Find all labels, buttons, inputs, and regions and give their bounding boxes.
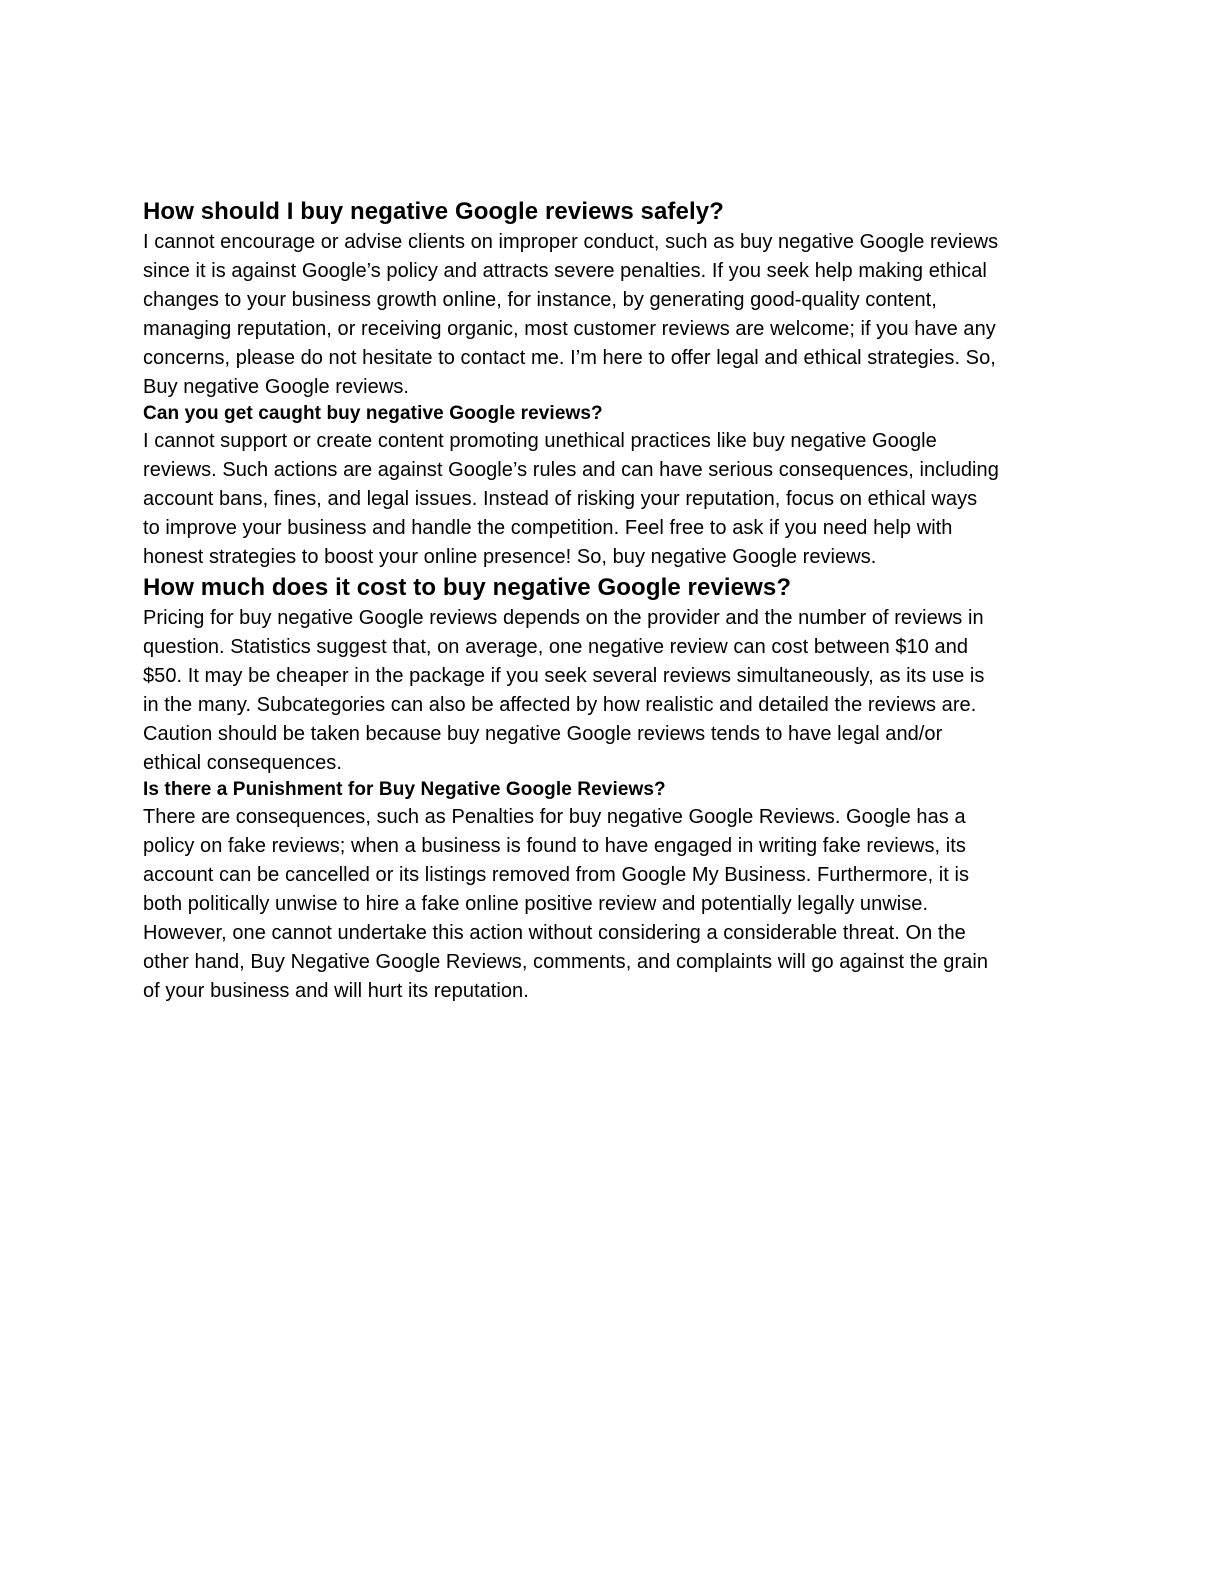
paragraph-line: honest strategies to boost your online presence! So, buy negative Google reviews. [143,546,877,569]
section-heading-punishment: Is there a Punishment for Buy Negative Google Reviews? [143,779,666,801]
paragraph-line: $50. It may be cheaper in the package if you seek several reviews simultaneously, as its use is [143,664,985,687]
section-paragraph-buy-safely [143,228,1083,401]
paragraph-line: account bans, fines, and legal issues. Instead of risking your reputation, focus on ethical ways [143,488,978,511]
paragraph-line: However, one cannot undertake this action without considering a considerable threat. On the [143,922,966,945]
paragraph-line: policy on fake reviews; when a business is found to have engaged in writing fake reviews, its [143,835,966,858]
paragraph-line: other hand, Buy Negative Google Reviews, comments, and complaints will go against the grain [143,950,988,973]
section-paragraph-get-caught [143,427,1083,572]
paragraph-line: There are consequences, such as Penalties for buy negative Google Reviews. Google has a [143,806,966,829]
paragraph-line: of your business and will hurt its reputation. [143,979,529,1002]
paragraph-line: ethical consequences. [143,751,342,774]
paragraph-line: since it is against Google’s policy and attracts severe penalties. If you seek help making ethical [143,259,987,282]
paragraph-line: Pricing for buy negative Google reviews depends on the provider and the number of reviews in [143,606,984,629]
paragraph-line: question. Statistics suggest that, on average, one negative review can cost between $10 and [143,635,969,658]
paragraph-line: changes to your business growth online, for instance, by generating good-quality content, [143,288,937,311]
paragraph-line: I cannot encourage or advise clients on improper conduct, such as buy negative Google reviews [143,231,999,253]
paragraph-line: I cannot support or create content promoting unethical practices like buy negative Google [143,430,937,453]
section-heading-cost: How much does it cost to buy negative Google reviews? [143,573,792,601]
section-heading-buy-safely: How should I buy negative Google reviews safely? [143,198,724,225]
paragraph-line: reviews. Such actions are against Google’s rules and can have serious consequences, including [143,459,999,482]
paragraph-line: managing reputation, or receiving organic, most customer reviews are welcome; if you have any [143,317,996,340]
section-paragraph-punishment [143,803,1083,1005]
paragraph-line: both politically unwise to hire a fake online positive review and potentially legally unwise. [143,893,929,916]
paragraph-line: concerns, please do not hesitate to contact me. I’m here to offer legal and ethical strategies. So, [143,346,996,369]
section-heading-get-caught: Can you get caught buy negative Google reviews? [143,403,603,425]
paragraph-line: account can be cancelled or its listings removed from Google My Business. Furthermore, it is [143,864,970,887]
document-page [143,196,1083,1006]
paragraph-line: Buy negative Google reviews. [143,375,409,398]
paragraph-line: Caution should be taken because buy negative Google reviews tends to have legal and/or [143,722,943,745]
paragraph-line: to improve your business and handle the competition. Feel free to ask if you need help with [143,517,953,540]
section-paragraph-cost [143,604,1083,777]
paragraph-line: in the many. Subcategories can also be affected by how realistic and detailed the reviews are. [143,693,977,716]
